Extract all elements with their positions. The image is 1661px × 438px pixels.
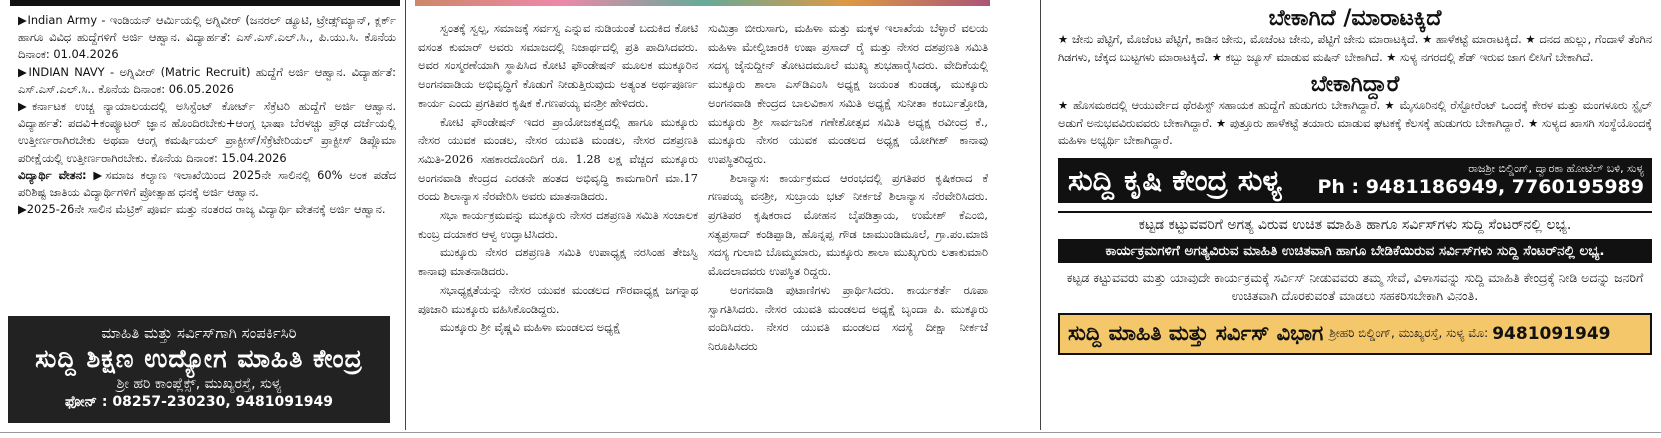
wanted-text: ★ ಹೊಸಮಠದಲ್ಲಿ ಆಯುರ್ವೇದ ಥೆರಪಿಸ್ಟ್ ಸಹಾಯಕ ಹುದ್ದೆಗೆ ಹುಡುಗರು ಬೇಕಾಗಿದ್ದಾರೆ. ★ ಮೈಸೂರಿನಲ್ಲಿ ರೆಸ್ಟೋರೆಂಟ್ ಒಂದಕ್ಕೆ ಕೇರಳ ಮತ್ತು ಮಂಗಳೂರು ಸ್ಟೈಲ್ ಅಡುಗೆ ಅನುಭವವಿರುವವರು ಬೇಕಾಗಿದ್ದಾರೆ. ★ ಪುತ್ತೂರು ಹಾಳೆಕಟ್ಟೆ ತಯಾರು ಮಾಡುವ ಘಟಕಕ್ಕೆ ಕೆಲಸಕ್ಕೆ ಹುಡುಗರು ಬೇಕಾಗಿದ್ದಾರೆ. ★ ಸುಳ್ಯದ ಖಾಸಗಿ ಸಂಸ್ಥೆಯೊಂದಕ್ಕೆ ಮಹಿಳಾ ಅಭ್ಯರ್ಥಿ ಬೇಕಾಗಿದ್ದಾರೆ. [1058, 99, 1652, 147]
column-divider [405, 0, 406, 430]
job-item: ▶Indian Army - ಇಂಡಿಯನ್ ಆರ್ಮಿಯಲ್ಲಿ ಅಗ್ನಿವೀರ್ (ಜನರಲ್ ಡ್ಯೂಟಿ, ಟ್ರೇಡ್ಸ್‌ಮ್ಯಾನ್, ಕ್ಲರ್ಕ್ ಹಾಗೂ ವಿವಿಧ ಹುದ್ದೆಗಳಿಗೆ ಅರ್ಜಿ ಆಹ್ವಾನ. ವಿದ್ಯಾರ್ಹತೆ: ಎಸ್.ಎಸ್.ಎಲ್.ಸಿ., ಪಿ.ಯು.ಸಿ. ಕೊನೆಯ ದಿನಾಂಕ: 01.04.2026 [18, 13, 396, 62]
event-info-band: ಕಾರ್ಯಕ್ರಮಗಳಿಗೆ ಅಗತ್ಯವಿರುವ ಮಾಹಿತಿ ಉಚಿತವಾಗಿ ಹಾಗೂ ಬೇಡಿಕೆಯಿರುವ ಸರ್ವಿಸ್‌ಗಳು ಸುದ್ದಿ ಸೆಂಟರ್‌ನಲ್ಲಿ ಲಭ್ಯ. [1058, 239, 1652, 263]
bottom-rule [0, 432, 1661, 433]
service-title: ಸುದ್ದಿ ಮಾಹಿತಿ ಮತ್ತು ಸರ್ವಿಸ್ ವಿಭಾಗ [1068, 321, 1324, 345]
scholarship-heading: ವಿದ್ಯಾರ್ಥಿ ವೇತನ: [18, 167, 87, 182]
article-para: ಶಿಲಾನ್ಯಾಸ: ಕಾರ್ಯಕ್ರಮದ ಆರಂಭದಲ್ಲಿ ಪ್ರಗತಿಪರ ಕೃಷಿಕರಾದ ಕೆ ಗಣಪಯ್ಯ ವನಶ್ರೀ, ಸುಬ್ರಾಯ ಭಟ್ ನೀರ್ಕಜೆ ಶಿಲಾನ್ಯಾಸ ನೆರವೇರಿಸಿದರು. ಪ್ರಗತಿಪರ ಕೃಷಿಕರಾದ ಮೋಹನ ಬೈಪಡಿತ್ತಾಯ, ಉಮೇಶ್ ಕೆಎಂಬಿ, ಸತ್ಯಪ್ರಸಾದ್ ಕಂಡಿಪ್ಪಾಡಿ, ಹೊನ್ನಪ್ಪ ಗೌಡ ಚಾಮುಂಡಿಮೂಲೆ, ಗ್ರಾ.ಪಂ.ಮಾಜಿ ಸದಸ್ಯ ಗುಲಾಬಿ ಬೊಮ್ಮಮಾರು, ಮುಕ್ಕೂರು ಶಾಲಾ ಮುಖ್ಯಗುರು ಲತಾಕುಮಾರಿ ಮೊದಲಾದವರು ಉಪಸ್ಥಿತ ರಿದ್ದರು. [708, 171, 988, 279]
scholarship-block [18, 167, 396, 201]
service-phone: 9481091949 [1492, 323, 1611, 344]
contact-line: ಮಾಹಿತಿ ಮತ್ತು ಸರ್ವಿಸ್‌ಗಾಗಿ ಸಂಪರ್ಕಿಸಿರಿ [101, 324, 297, 342]
krishi-band [1058, 158, 1652, 203]
wanted-sale-text: ★ ಜೇನು ಪೆಟ್ಟಿಗೆ, ಮೊಜೆಂಟ ಪೆಟ್ಟಿಗೆ, ಕಾಡಿನ ಜೇನು, ಮೊಜೆಂಟ ಜೇನು, ಪೆಟ್ಟಿಗೆ ಜೇನು ಮಾರಾಟಕ್ಕಿದೆ. ★ ಹಾಳೆಕಟ್ಟೆ ಮಾರಾಟಕ್ಕಿದೆ. ★ ದನದ ಹುಲ್ಲು, ಗೆಂದಾಳೆ ತೆಂಗಿನ ಗಿಡಗಳು, ಚೆಕ್ಕದ ಬುಟ್ಟಗಳು ಮಾರಾಟಕ್ಕಿದೆ. ★ ಕಬ್ಬು ಜ್ಯೂಸ್ ಮಾಡುವ ಮಷಿನ್ ಬೇಕಾಗಿದೆ. ★ ಸುಳ್ಯ ನಗರದಲ್ಲಿ ಶೆಡ್ ಇರುವ ಜಾಗ ಲೀಸಿಗೆ ಬೇಕಾಗಿದೆ. [1058, 33, 1652, 64]
article-right [708, 20, 988, 357]
article-para: ಮುಕ್ಕೂರು ನೇಸರ ದಶಪ್ರಣತಿ ಸಮಿತಿ ಉಪಾಧ್ಯಕ್ಷ ನರಸಿಂಹ ತೇಜಸ್ವಿ ಕಾನಾವು ಮಾತನಾಡಿದರು. [418, 246, 698, 279]
article-para: ಕೋಟಿ ಫೌಂಡೇಷನ್ ಇದರ ಪ್ರಾಯೋಜಕತ್ವದಲ್ಲಿ ಹಾಗೂ ಮುಕ್ಕೂರು ನೇಸರ ಯುವಕ ಮಂಡಲ, ನೇಸರ ಯುವತಿ ಮಂಡಲ, ನೇಸರ ದಶಪ್ರಣತಿ ಸಮಿತಿ-2026 ಸಹಕಾರದೊಂದಿಗೆ ರೂ. 1.28 ಲಕ್ಷ ವೆಚ್ಚದ ಮುಕ್ಕೂರು ಅಂಗನವಾಡಿ ಕೇಂದ್ರದ ಎರಡನೇ ಹಂತದ ಅಭಿವೃದ್ಧಿ ಕಾಮಗಾರಿಗೆ ಮಾ.17 ರಂದು ಶಿಲಾನ್ಯಾಸ ನೆರವೇರಿಸಿ ಅವರು ಮಾತನಾಡಿದರು. [418, 115, 698, 204]
article-photo-strip [415, 0, 990, 6]
article-para: ಸಭಾ ಕಾರ್ಯಕ್ರಮವನ್ನು ಮುಕ್ಕೂರು ನೇಸರ ದಶಪ್ರಣತಿ ಸಮಿತಿ ಸಂಚಾಲಕ ಕುಂಬ್ರ ದಯಾಕರ ಆಳ್ವ ಉದ್ಘಾಟಿಸಿದರು. [418, 209, 698, 241]
scholarship-item: ▶2025-26ನೇ ಸಾಲಿನ ಮೆಟ್ರಿಕ್ ಪೂರ್ವ ಮತ್ತು ನಂತರದ ರಾಜ್ಯ ವಿದ್ಯಾರ್ಥಿ ವೇತನಕ್ಕೆ ಅರ್ಜಿ ಆಹ್ವಾನ. [18, 202, 386, 217]
building-info-line: ಕಟ್ಟಡ ಕಟ್ಟುವವರಿಗೆ ಅಗತ್ಯ ವಿರುವ ಉಚಿತ ಮಾಹಿತಿ ಹಾಗೂ ಸರ್ವಿಸ್‌ಗಳು ಸುದ್ದಿ ಸೆಂಟರ್‌ನಲ್ಲಿ ಲಭ್ಯ. [1058, 211, 1652, 233]
service-band [1058, 313, 1652, 355]
article-left [418, 20, 698, 338]
wanted-sale-heading: ಬೇಕಾಗಿದೆ /ಮಾರಾಟಕ್ಕಿದೆ [1268, 6, 1442, 31]
krishi-address: ರಾಜಶ್ರೀ ಬಿಲ್ಡಿಂಗ್, ದ್ವಾರಕಾ ಹೋಟೆಲ್ ಬಳಿ, ಸುಳ್ಯ [1468, 162, 1644, 175]
contact-phone: ಫೋನ್ : 08257-230230, 9481091949 [65, 394, 333, 410]
service-address: ಶ್ರೀಹರಿ ಬಿಲ್ಡಿಂಗ್, ಮುಖ್ಯರಸ್ತೆ, ಸುಳ್ಯ ಮೊ: [1329, 326, 1489, 340]
article-para: ಸಭಾಧ್ಯಕ್ಷತೆಯನ್ನು ನೇಸರ ಯುವಕ ಮಂಡಲದ ಗೌರವಾಧ್ಯಕ್ಷ ಜಗನ್ನಾಥ ಪೂಜಾರಿ ಮುಕ್ಕೂರು ವಹಿಸಿಕೊಂಡಿದ್ದರು. [418, 283, 698, 316]
contact-box [8, 316, 390, 423]
job-item: ▶INDIAN NAVY - ಅಗ್ನಿವೀರ್ (Matric Recruit) ಹುದ್ದೆಗೆ ಅರ್ಜಿ ಆಹ್ವಾನ. ವಿದ್ಯಾರ್ಹತೆ: ಎಸ್.ಎಸ್.ಎಲ್.ಸಿ.. ಕೊನೆಯ ದಿನಾಂಕ: 06.05.2026 [18, 64, 396, 96]
job-item: ▶ಕರ್ನಾಟಕ ಉಚ್ಚ ನ್ಯಾಯಾಲಯದಲ್ಲಿ ಅಸಿಸ್ಟೆಂಟ್ ಕೋರ್ಟ್ ಸೆಕ್ರೆಟರಿ ಹುದ್ದೆಗೆ ಅರ್ಜಿ ಆಹ್ವಾನ. ವಿದ್ಯಾರ್ಹತೆ: ಪದವಿ+ಕಂಪ್ಯೂಟರ್ ಜ್ಞಾನ ಹೊಂದಿರಬೇಕು+ಆಂಗ್ಲ ಭಾಷಾ ಬೆರಳಚ್ಚು ಪ್ರೌಢ ದರ್ಜೆಯಲ್ಲಿ ಉತ್ತೀರ್ಣರಾಗಿರಬೇಕು ಅಥವಾ ಆಂಗ್ಲ ಕಮರ್ಷಿಯಲ್ ಪ್ರಾಕ್ಟೀಸ್/ಸೆಕ್ರೆಟೇರಿಯಲ್ ಪ್ರಾಕ್ಟೀಸ್ ಡಿಪ್ಲೊಮಾ ಪರೀಕ್ಷೆಯಲ್ಲಿ ಉತ್ತೀರ್ಣರಾಗಿರಬೇಕು. ಕೊನೆಯ ದಿನಾಂಕ: 15.04.2026 [18, 99, 396, 165]
krishi-title: ಸುದ್ದಿ ಕೃಷಿ ಕೇಂದ್ರ ಸುಳ್ಯ [1068, 162, 1283, 197]
article-para: ಮುಕ್ಕೂರು ಶ್ರೀ ವೈಷ್ಣವಿ ಮಹಿಳಾ ಮಂಡಲದ ಅಧ್ಯಕ್ಷೆ [440, 321, 621, 335]
request-note: ಕಟ್ಟಡ ಕಟ್ಟುವವರು ಮತ್ತು ಯಾವುದೇ ಕಾರ್ಯಕ್ರಮಕ್ಕೆ ಸರ್ವಿಸ್ ನೀಡುವವರು ತಮ್ಮ ಸೇವೆ, ವಿಳಾಸವನ್ನು ಸುದ್ದಿ ಮಾಹಿತಿ ಕೇಂದ್ರಕ್ಕೆ ನೀಡಿ ಅದನ್ನು ಜನರಿಗೆ ಉಚಿತವಾಗಿ ದೊರಕುವಂತೆ ಮಾಡಲು ಸಹಕರಿಸಬೇಕಾಗಿ ವಿನಂತಿ. [1066, 269, 1644, 303]
krishi-contact [1317, 162, 1644, 198]
wanted-heading: ಬೇಕಾಗಿದ್ದಾರೆ [1310, 72, 1400, 97]
column-divider [1040, 0, 1041, 430]
contact-address: ಶ್ರೀ ಹರಿ ಕಾಂಪ್ಲೆಕ್ಸ್, ಮುಖ್ಯರಸ್ತೆ, ಸುಳ್ಯ [116, 376, 282, 392]
classifieds-column [1050, 0, 1660, 438]
scholarship-item: ▶ಸಮಾಜ ಕಲ್ಯಾಣ ಇಲಾಖೆಯಿಂದ 2025ನೇ ಸಾಲಿನಲ್ಲಿ 60% ಅಂಕ ಪಡೆದ ಪರಿಶಿಷ್ಟ ಜಾತಿಯ ವಿದ್ಯಾರ್ಥಿಗಳಿಗೆ ಪ್ರೋತ್ಸಾಹ ಧನಕ್ಕೆ ಅರ್ಜಿ ಆಹ್ವಾನ. [18, 167, 397, 200]
article-para: ಸುಮಿತ್ರಾ ಬೀರುಸಾಗು, ಮಹಿಳಾ ಮತ್ತು ಮಕ್ಕಳ ಇಲಾಖೆಯ ಬೆಳ್ಳಾರೆ ವಲಯ ಮಹಿಳಾ ಮೇಲ್ವಿಚಾರಕಿ ಉಷಾ ಪ್ರಸಾದ್ ರೈ ಮತ್ತು ನೇಸರ ದಶಪ್ರಣತಿ ಸಮಿತಿ ಸದಸ್ಯ ಜೈನುದ್ದೀನ್ ತೋಟದಮೂಲೆ ಮುಖ್ಯ ಶುಭಹಾರೈಸಿದರು. ವೇದಿಕೆಯಲ್ಲಿ ಮುಕ್ಕೂರು ಶಾಲಾ ಎಸ್‌ಡಿಎಂಸಿ ಅಧ್ಯಕ್ಷ ಜಯಂತ ಕುಂಡಡ್ಕ, ಮುಕ್ಕೂರು ಅಂಗನವಾಡಿ ಕೇಂದ್ರದ ಬಾಲವಿಕಾಸ ಸಮಿತಿ ಅಧ್ಯಕ್ಷೆ ಸುನೀತಾ ಕಂರ್ಬುತ್ತೋಡಿ, ಮುಕ್ಕೂರು ಶ್ರೀ ಸಾರ್ವಜನಿಕ ಗಣೇಶೋತ್ಸವ ಸಮಿತಿ ಅಧ್ಯಕ್ಷ ರವೀಂದ್ರ ಕೆ., ಮುಕ್ಕೂರು ನೇಸರ ಯುವಕ ಮಂಡಲದ ಅಧ್ಯಕ್ಷ ಯೋಗೀಶ್ ಕಾನಾವು ಉಪಸ್ಥಿತರಿದ್ದರು. [708, 22, 988, 166]
krishi-phone: Ph : 9481186949, 7760195989 [1317, 176, 1644, 198]
contact-title: ಸುದ್ದಿ ಶಿಕ್ಷಣ ಉದ್ಯೋಗ ಮಾಹಿತಿ ಕೇಂದ್ರ [35, 344, 363, 373]
article-para: ಅಂಗನವಾಡಿ ಪುಟಾಣಿಗಳು ಪ್ರಾರ್ಥಿಸಿದರು. ಕಾರ್ಯಕರ್ತೆ ರೂಪಾ ಸ್ವಾಗತಿಸಿದರು. ನೇಸರ ಯುವತಿ ಮಂಡಲದ ಅಧ್ಯಕ್ಷೆ ಬೃಂದಾ ಪಿ. ಮುಕ್ಕೂರು ವಂದಿಸಿದರು. ನೇಸರ ಯುವತಿ ಮಂಡಲದ ಸದಸ್ಯೆ ದೀಕ್ಷಾ ನೀರ್ಕಜೆ ನಿರೂಪಿಸಿದರು [708, 283, 988, 353]
article-para: ಸ್ವಂತಕ್ಕೆ ಸ್ವಲ್ಪ, ಸಮಾಜಕ್ಕೆ ಸರ್ವಸ್ವ ಎನ್ನುವ ನುಡಿಯಂತೆ ಬದುಕಿದ ಕೋಟಿ ವಸಂತ ಕುಮಾರ್ ಅವರು ಸಮಾಜದಲ್ಲಿ ನಿಜಾರ್ಥದಲ್ಲಿ ಪ್ರತಿ ಪಾದಿಸಿದವರು. ಅವರ ಸಂಸ್ಮರಣೆಯಾಗಿ ಸ್ಥಾಪಿಸಿದ ಕೋಟಿ ಫೌಂಡೇಷನ್ ಮೂಲಕ ಮುಕ್ಕೂರಿನ ಅಂಗನವಾಡಿಯ ಅಭಿವೃದ್ಧಿಗೆ ಕೊಡುಗೆ ನೀಡುತ್ತಿರುವುದು ಅತ್ಯಂತ ಅರ್ಥಪೂರ್ಣ ಕಾರ್ಯ ಎಂದು ಪ್ರಗತಿಪರ ಕೃಷಿಕ ಕೆ.ಗಣಪಯ್ಯ ವನಶ್ರೀ ಹೇಳಿದರು. [418, 22, 698, 110]
top-bar [10, 0, 400, 6]
